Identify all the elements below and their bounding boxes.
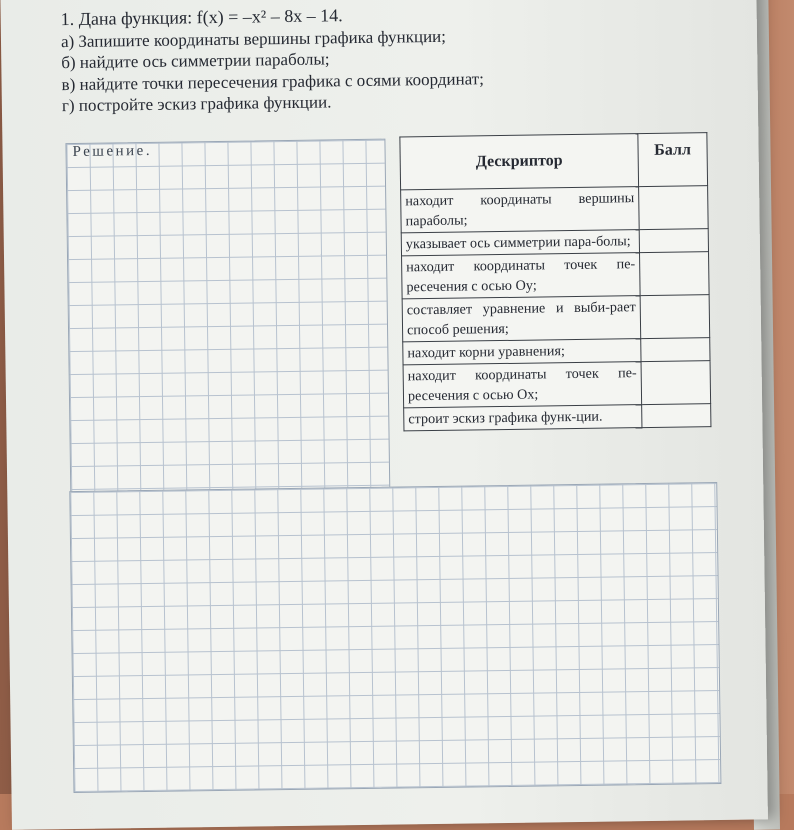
score-cell[interactable] bbox=[642, 404, 711, 428]
task-part-a: а) Запишите координаты вершины графика функции; bbox=[60, 26, 447, 51]
score-cell[interactable] bbox=[640, 252, 710, 296]
descriptor-cell: находит корни уравнения; bbox=[403, 339, 641, 365]
score-cell[interactable] bbox=[639, 229, 708, 253]
score-cell[interactable] bbox=[639, 186, 709, 230]
score-cell[interactable] bbox=[641, 361, 711, 405]
task-text bbox=[61, 3, 485, 116]
rubric-row bbox=[404, 404, 711, 431]
descriptor-cell: составляет уравнение и выби-рает способ решения; bbox=[402, 296, 641, 342]
sketch-grid[interactable] bbox=[69, 482, 721, 793]
rubric-row bbox=[403, 361, 711, 408]
rubric-row bbox=[402, 295, 710, 342]
rubric-table bbox=[399, 132, 711, 431]
descriptor-cell: строит эскиз графика функ-ции. bbox=[404, 405, 642, 431]
score-header: Балл bbox=[638, 133, 708, 187]
solution-label: Решение. bbox=[72, 142, 153, 161]
score-cell[interactable] bbox=[640, 295, 710, 339]
descriptor-cell: находит координаты точек пе-ресечения с осью Oy; bbox=[402, 253, 641, 299]
descriptor-header: Дескриптор bbox=[400, 134, 639, 190]
task-part-b: б) найдите ось симметрии параболы; bbox=[61, 49, 330, 73]
descriptor-cell: указывает ось симметрии пара-болы; bbox=[401, 230, 639, 256]
task-part-c: в) найдите точки пересечения графика с осями координат; bbox=[61, 68, 485, 94]
task-heading: 1. Дана функция: f(x) = –x² – 8x – 14. bbox=[60, 5, 343, 30]
descriptor-cell: находит координаты точек пе-ресечения с осью Ox; bbox=[403, 362, 642, 408]
solution-grid[interactable] bbox=[65, 139, 390, 497]
rubric-row bbox=[402, 252, 710, 299]
descriptor-cell: находит координаты вершины параболы; bbox=[401, 187, 640, 233]
task-part-d: г) постройте эскиз графика функции. bbox=[61, 92, 332, 116]
score-cell[interactable] bbox=[641, 338, 710, 362]
rubric-header-row bbox=[400, 133, 708, 190]
rubric-row bbox=[401, 186, 709, 233]
